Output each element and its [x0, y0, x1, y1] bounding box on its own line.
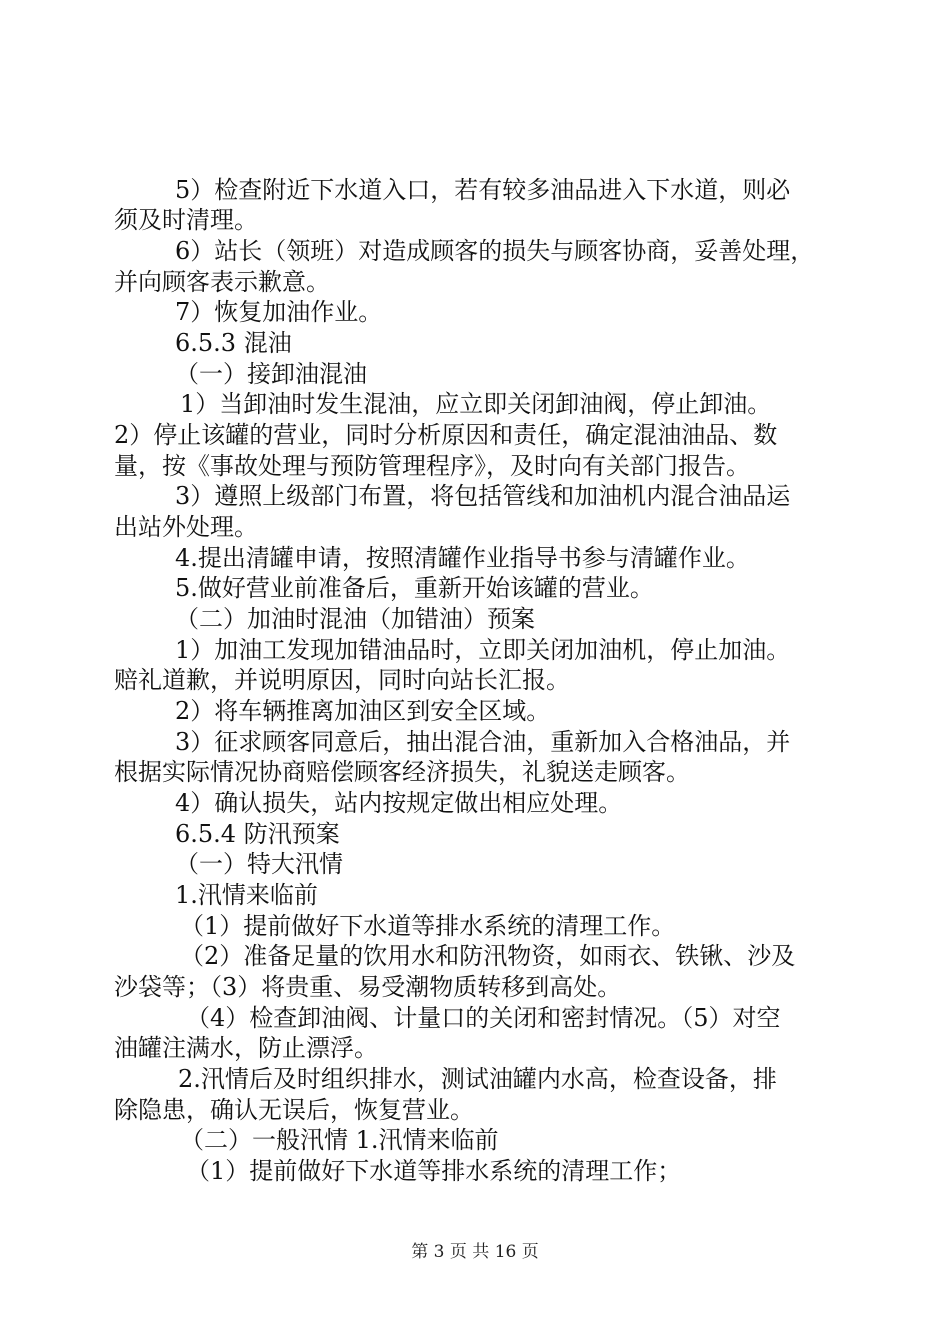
text-line: 赔礼道歉，并说明原因，同时向站长汇报。	[114, 666, 570, 694]
text-line: 5.做好营业前准备后，重新开始该罐的营业。	[175, 574, 654, 602]
text-line: 2.汛情后及时组织排水，测试油罐内水高，检查设备，排	[178, 1065, 777, 1093]
text-line: 量，按《事故处理与预防管理程序》，及时向有关部门报告。	[114, 452, 750, 480]
subsection-heading: （二）一般汛情 1.汛情来临前	[180, 1126, 499, 1154]
text-line: （2）准备足量的饮用水和防汛物资，如雨衣、铁锹、沙及	[180, 942, 796, 970]
section-heading: 6.5.4 防汛预案	[175, 820, 340, 848]
subsection-heading: （一）特大汛情	[175, 850, 343, 878]
text-line: 5）检查附近下水道入口，若有较多油品进入下水道，则必	[175, 176, 791, 204]
text-line: 1）加油工发现加错油品时，立即关闭加油机，停止加油。	[175, 636, 791, 664]
subsection-heading: （一）接卸油混油	[175, 360, 367, 388]
text-line: 3）征求顾客同意后，抽出混合油，重新加入合格油品，并	[175, 728, 791, 756]
text-line: 4.提出清罐申请，按照清罐作业指导书参与清罐作业。	[175, 544, 750, 572]
text-line: （4）检查卸油阀、计量口的关闭和密封情况。（5）对空	[186, 1004, 781, 1032]
text-line: （1）提前做好下水道等排水系统的清理工作。	[180, 912, 676, 940]
text-line: （1）提前做好下水道等排水系统的清理工作；	[186, 1157, 682, 1185]
subsection-heading: （二）加油时混油（加错油）预案	[175, 605, 535, 633]
text-line: 根据实际情况协商赔偿顾客经济损失，礼貌送走顾客。	[114, 758, 690, 786]
text-line: 1）当卸油时发生混油，应立即关闭卸油阀，停止卸油。	[180, 390, 772, 418]
text-line: 6）站长（领班）对造成顾客的损失与顾客协商，妥善处理，	[175, 237, 815, 265]
text-line: 须及时清理。	[114, 206, 258, 234]
text-line: 7）恢复加油作业。	[175, 298, 383, 326]
page-footer: 第 3 页 共 16 页	[411, 1242, 539, 1262]
text-line: 1.汛情来临前	[175, 881, 318, 909]
text-line: 油罐注满水，防止漂浮。	[114, 1034, 378, 1062]
text-line: 出站外处理。	[114, 513, 258, 541]
text-line: 2）停止该罐的营业，同时分析原因和责任，确定混油油品、数	[114, 421, 778, 449]
text-line: 4）确认损失，站内按规定做出相应处理。	[175, 789, 623, 817]
text-line: 并向顾客表示歉意。	[114, 268, 330, 296]
text-line: 沙袋等；（3）将贵重、易受潮物质转移到高处。	[114, 973, 622, 1001]
text-line: 3）遵照上级部门布置，将包括管线和加油机内混合油品运	[175, 482, 791, 510]
text-line: 除隐患，确认无误后，恢复营业。	[114, 1096, 474, 1124]
text-line: 2）将车辆推离加油区到安全区域。	[175, 697, 551, 725]
section-heading: 6.5.3 混油	[175, 329, 292, 357]
